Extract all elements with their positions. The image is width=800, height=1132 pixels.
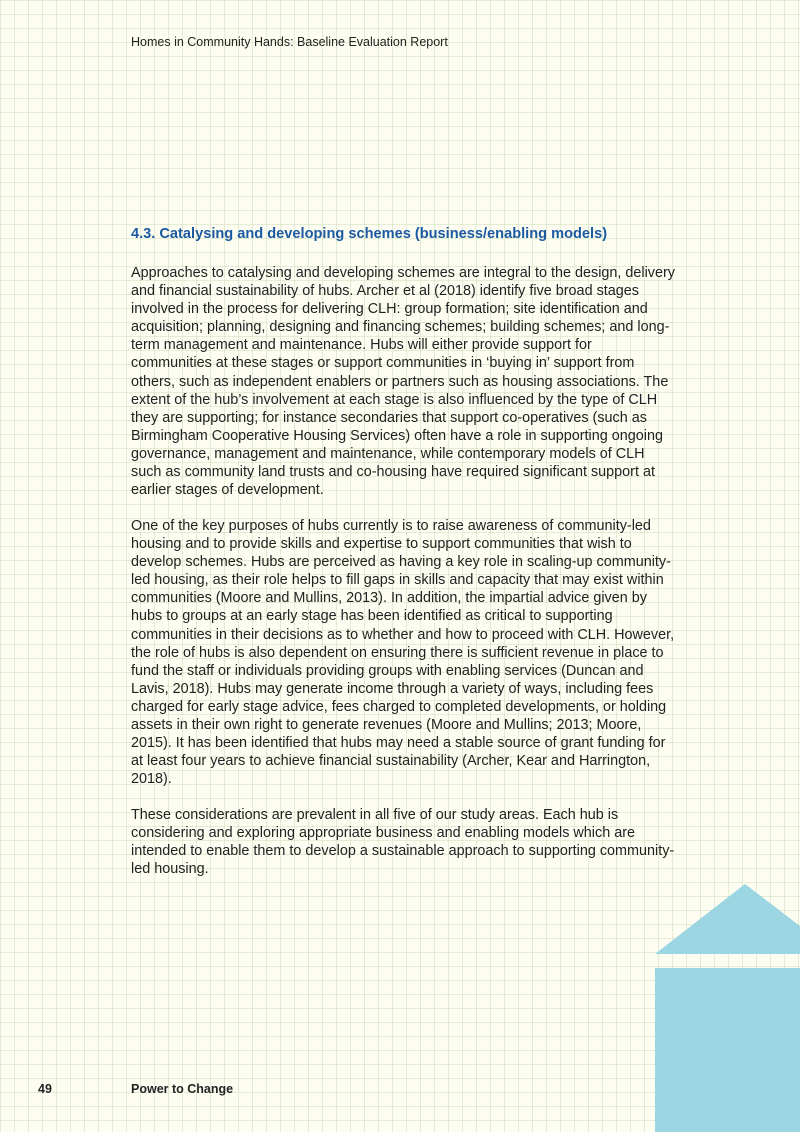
- section-heading: 4.3. Catalysing and developing schemes (business/enabling models): [131, 226, 608, 242]
- house-body: [655, 968, 800, 1132]
- body-paragraph: One of the key purposes of hubs currently is to raise awareness of community-led housing and to provide skills and expertise to support communities that wish to develop schemes. Hubs are perceived as having a key role in scaling-up community-led housing, as their role helps to fill gaps in skills and capacity that may exist within communities (Moore and Mullins, 2013). In addition, the impartial advice given by hubs to groups at an early stage has been identified as critical to supporting communities in their decisions as to whether and how to proceed with CLH. However, the role of hubs is also dependent on ensuring there is sufficient revenue in place to fund the staff or individuals providing groups with enabling services (Duncan and Lavis, 2018). Hubs may generate income through a variety of ways, including fees charged for early stage advice, fees charged to completed developments, or holding assets in their own right to generate revenues (Moore and Mullins; 2013; Moore, 2015). It has been identified that hubs may need a stable source of grant funding for at least four years to achieve financial sustainability (Archer, Kear and Harrington, 2018).: [131, 518, 675, 788]
- house-illustration: [655, 884, 800, 1132]
- house-roof: [655, 884, 800, 954]
- body-paragraph: These considerations are prevalent in all five of our study areas. Each hub is considering and exploring appropriate business and enabling models which are intended to enable them to develop a sustainable approach to supporting community-led housing.: [131, 807, 675, 878]
- page-number: 49: [38, 1082, 52, 1096]
- running-header: Homes in Community Hands: Baseline Evaluation Report: [131, 35, 448, 49]
- publisher-name: Power to Change: [131, 1082, 234, 1096]
- body-paragraph: Approaches to catalysing and developing schemes are integral to the design, delivery and financial sustainability of hubs. Archer et al (2018) identify five broad stages involved in the process for delivering CLH: group formation; site identification and acquisition; planning, designing and financing schemes; building schemes; and long-term management and maintenance. Hubs will either provide support for communities at these stages or support communities in ‘buying in’ support from others, such as independent enablers or partners such as housing associations. The extent of the hub’s involvement at each stage is also influenced by the type of CLH they are supporting; for instance secondaries that support co-operatives (such as Birmingham Cooperative Housing Services) often have a role in supporting ongoing governance, management and maintenance, while contemporary models of CLH such as community land trusts and co-housing have required significant support at earlier stages of development.: [131, 265, 675, 499]
